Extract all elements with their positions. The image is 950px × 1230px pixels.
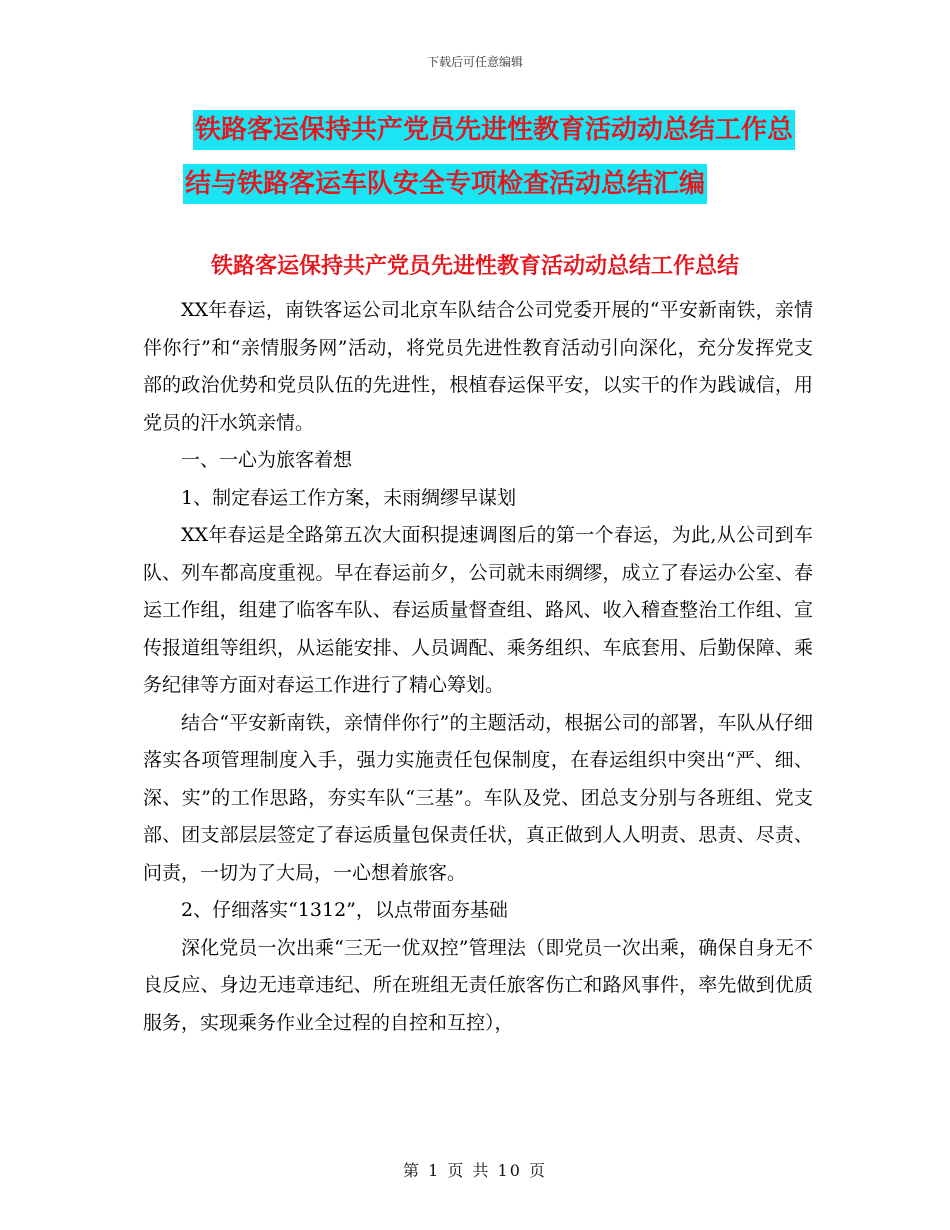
page-number-indicator: 第 1 页 共 10 页 xyxy=(403,1161,547,1180)
paragraph-subheading-1: 一、一心为旅客着想 xyxy=(181,449,353,471)
paragraph-body-1: XX年春运是全路第五次大面积提速调图后的第一个春运，为此,从公司到车队、列车都高度重视。早在春运前夕，公司就未雨绸缪，成立了春运办公室、春运工作组，组建了临客车队、春运质量督查组、路风、收入稽查整治工作组、宣传报道组等组织，从运能安排、人员调配、乘务组织、车底套用、后勤保障、乘务纪律等方面对春运工作进行了精心筹划。 xyxy=(143,524,813,696)
paragraph-body-3: 深化党员一次出乘“三无一优双控”管理法（即党员一次出乘，确保自身无不良反应、身边无违章违纪、所在班组无责任旅客伤亡和路风事件，率先做到优质服务，实现乘务作业全过程的自控和互控）， xyxy=(143,936,813,1034)
page-header-note: 下载后可任意编辑 xyxy=(426,55,523,69)
paragraph-body-2: 结合“平安新南铁，亲情伴你行”的主题活动，根据公司的部署，车队从仔细落实各项管理制度入手，强力实施责任包保制度，在春运组织中突出“严、细、深、实”的工作思路，夯实车队“三基”。车队及党、团总支分别与各班组、党支部、团支部层层签定了春运质量包保责任状，真正做到人人明责、思责、尽责、问责，一切为了大局，一心想着旅客。 xyxy=(143,711,813,884)
paragraph-item-2: 2、仔细落实“1312”，以点带面夯基础 xyxy=(181,899,508,921)
section-heading: 铁路客运保持共产党员先进性教育活动动总结工作总结 xyxy=(210,253,739,279)
paragraph-item-1: 1、制定春运工作方案，未雨绸缪早谋划 xyxy=(181,486,517,509)
document-title-line-2: 结与铁路客运车队安全专项检查活动总结汇编 xyxy=(183,164,707,204)
document-title-line-1: 铁路客运保持共产党员先进性教育活动动总结工作总 xyxy=(193,110,795,150)
paragraph-intro: XX年春运，南铁客运公司北京车队结合公司党委开展的“平安新南铁，亲情伴你行”和“亲情服务网”活动，将党员先进性教育活动引向深化，充分发挥党支部的政治优势和党员队伍的先进性，根植春运保平安，以实干的作为践诚信，用党员的汗水筑亲情。 xyxy=(143,299,813,434)
document-title xyxy=(183,110,823,218)
document-body xyxy=(143,292,813,1042)
